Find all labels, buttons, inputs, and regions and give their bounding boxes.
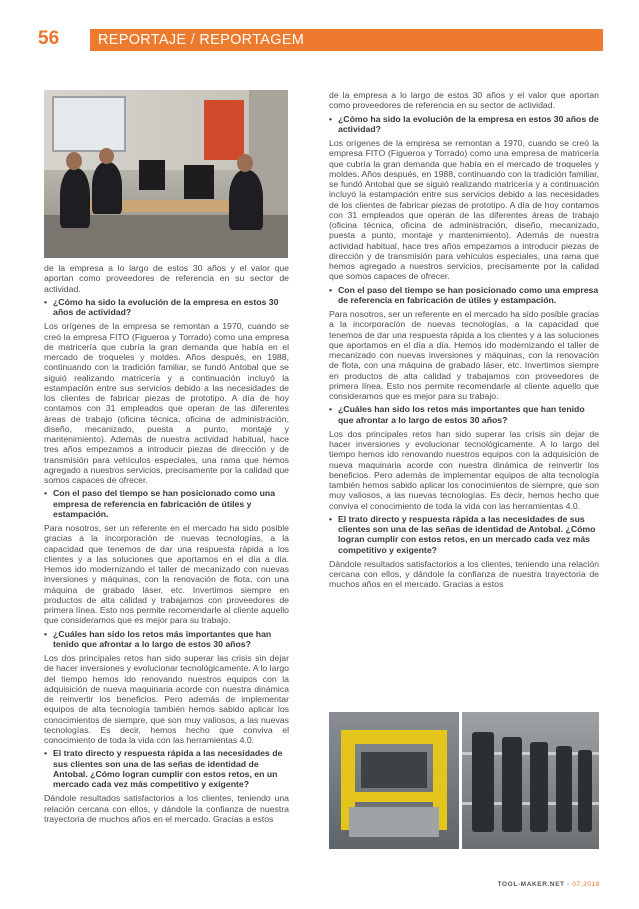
photo-person [229, 170, 263, 230]
answer-4: Dándole resultados satisfactorios a los clientes, teniendo una relación cercana con ellos, y dándole la confianza de nuestra trayectoria de muchos años en el mercado. Gracias a estos [44, 793, 289, 824]
roller [556, 746, 572, 832]
page-number: 56 [38, 28, 60, 49]
press-base [349, 807, 439, 837]
intro-paragraph: de la empresa a lo largo de estos 30 años y el valor que aportan como proveedores de referencia en su sector de actividad. [44, 263, 289, 294]
section-band [90, 29, 603, 51]
question-1: • ¿Cómo ha sido la evolución de la empresa en estos 30 años de actividad? [329, 114, 599, 135]
answer-2: Para nosotros, ser un referente en el mercado ha sido posible gracias a la incorporación de nuevas tecnologías, a la capacidad que tenemos de dar una respuesta rápida a los clientes y a las soluciones que aportamos en el día a día. Hemos ido modernizando el taller de mecanizado con nuevas inversiones y máquinas, con la renovación de flota, con una máquina de grabado láser, etc. Invertimos siempre en productos de alta calidad y trabajamos con proveedores de primera línea. Esto nos permite recomendarle al cliente aquello que consideramos que es mejor para su trabajo. [329, 309, 599, 401]
photo-monitor [139, 160, 165, 190]
answer-1: Los orígenes de la empresa se remontan a 1970, cuando se creó la empresa FITO (Figueroa y Torrado) como una empresa de matricería que cubría la gran demanda que había en el mercado de troqueles y moldes. Años después, en 1988, continuando con la tradición familiar, se fundó Antobal que se siguió realizando matricería y a continuación incluyó la estampación entre sus servicios debido a las necesidades de los clientes de fabricar piezas de prototipo. A día de hoy contamos con 31 empleados que operan de las diferentes áreas de trabajo (oficina técnica, oficina de administración, diseño, mecanizado, puesta a punto, montaje y mantenimiento). Además de nuestra actividad habitual, hace tres años empezamos a introducir piezas de dirección y de transmisión para vehículos especiales, una rama que hemos agregado a nuestros servicios, precisamente por la calidad que somos capaces de ofrecer. [44, 321, 289, 485]
photo-red-panel [204, 100, 244, 160]
press-machine-photo [329, 712, 459, 849]
answer-3: Los dos principales retos han sido superar las crisis sin dejar de hacer inversiones y evolucionar tecnológicamente. A lo largo del tiempo hemos ido renovando nuestros equipos con la adquisición de nueva maquinaria acorde con nuestra dinámica de reinvertir los beneficios. Pero además de implementar equipos de alta tecnología también hemos sabido aplicar los conocimientos de siempre, que son muy valiosos, a las nuevas tecnologías. Es decir, hemos hecho que conviva el conocimiento de toda la vida con las herramientas 4.0. [44, 653, 289, 745]
roller [578, 750, 592, 832]
photo-person [92, 162, 122, 214]
footer-site: TOOL-MAKER.NET [497, 881, 565, 888]
roller [502, 737, 522, 832]
photo-person [60, 168, 90, 228]
photo-person-head [99, 148, 114, 164]
question-4: • El trato directo y respuesta rápida a las necesidades de sus clientes son una de las señas de identidad de Antobal. ¿Cómo logran cumplir con estos retos, en un mercado cada vez más competitivo y exigente? [44, 748, 289, 789]
answer-4: Dándole resultados satisfactorios a los clientes, teniendo una relación cercana con ellos, y dándole la confianza de nuestra trayectoria de muchos años en el mercado. Gracias a estos [329, 558, 599, 590]
roller [472, 732, 494, 832]
office-photo [44, 90, 288, 258]
photo-person-head [66, 152, 82, 170]
left-column [44, 263, 289, 827]
press-block [361, 752, 427, 788]
question-3: • ¿Cuáles han sido los retos más importantes que han tenido que afrontar a lo largo de estos 30 años? [329, 404, 599, 425]
press-frame [355, 792, 433, 802]
rolling-line-photo [462, 712, 599, 849]
answer-3: Los dos principales retos han sido superar las crisis sin dejar de hacer inversiones y evolucionar tecnológicamente. A lo largo del tiempo hemos ido renovando nuestros equipos con la adquisición de nueva maquinaria acorde con nuestra dinámica de reinvertir los beneficios. Pero además de implementar equipos de alta tecnología también hemos sabido aplicar los conocimientos de siempre, que son muy valiosos, a las nuevas tecnologías. Es decir, hemos hecho que conviva el conocimiento de toda la vida con las herramientas 4.0. [329, 428, 599, 511]
section-separator: / [186, 32, 200, 48]
question-3: • ¿Cuáles han sido los retos más importantes que han tenido que afrontar a lo largo de estos 30 años? [44, 629, 289, 650]
question-2: • Con el paso del tiempo se han posicionado como una empresa de referencia en fabricación de útiles y estampación. [329, 285, 599, 306]
photo-window [52, 96, 126, 152]
photo-monitor [184, 165, 214, 199]
question-4: • El trato directo y respuesta rápida a las necesidades de sus clientes son una de las señas de identidad de Antobal. ¿Cómo logran cumplir con estos retos, en un mercado cada vez más competitivo y exigente? [329, 514, 599, 555]
footer-date: 07.2018 [572, 881, 600, 888]
footer-sep: · [564, 881, 573, 888]
photo-person-head [237, 154, 253, 172]
answer-2: Para nosotros, ser un referente en el mercado ha sido posible gracias a la incorporación de nuevas tecnologías, a la capacidad que tenemos de dar una respuesta rápida a los clientes y a las soluciones que aportamos en el día a día. Hemos ido modernizando el taller de mecanizado con nuevas inversiones y máquinas, con la renovación de flota, con una máquina de grabado láser, etc. Invertimos siempre en productos de alta calidad y trabajamos con proveedores de primera línea. Esto nos permite recomendarle al cliente aquello que consideramos que es mejor para su trabajo. [44, 523, 289, 626]
right-column [329, 90, 599, 593]
question-2: • Con el paso del tiempo se han posicionado como una empresa de referencia en fabricación de útiles y estampación. [44, 488, 289, 519]
intro-paragraph: de la empresa a lo largo de estos 30 años y el valor que aportan como proveedores de referencia en su sector de actividad. [329, 90, 599, 111]
roller [530, 742, 548, 832]
answer-1: Los orígenes de la empresa se remontan a 1970, cuando se creó la empresa FITO (Figueroa y Torrado) como una empresa de matricería que cubría la gran demanda que había en el mercado de troqueles y moldes. Años después, en 1988, continuando con la tradición familiar, se fundó Antobal que se siguió realizando matricería y a continuación incluyó la estampación entre sus servicios debido a las necesidades de los clientes de fabricar piezas de prototipo. A día de hoy contamos con 31 empleados que operan de las diferentes áreas de trabajo (oficina técnica, oficina de administración, diseño, mecanizado, puesta a punto, montaje y mantenimiento). Además de nuestra actividad habitual, hace tres años empezamos a introducir piezas de dirección y de transmisión para vehículos especiales, una rama que hemos agregado a nuestros servicios, precisamente por la calidad que somos capaces de ofrecer. [329, 138, 599, 282]
question-1: • ¿Cómo ha sido la evolución de la empresa en estos 30 años de actividad? [44, 297, 289, 318]
page-header [36, 26, 603, 52]
press-frame [341, 730, 447, 744]
section-title-pt: REPORTAGEM [199, 32, 305, 48]
page-footer [300, 881, 600, 888]
section-title-es: REPORTAJE [98, 32, 187, 48]
